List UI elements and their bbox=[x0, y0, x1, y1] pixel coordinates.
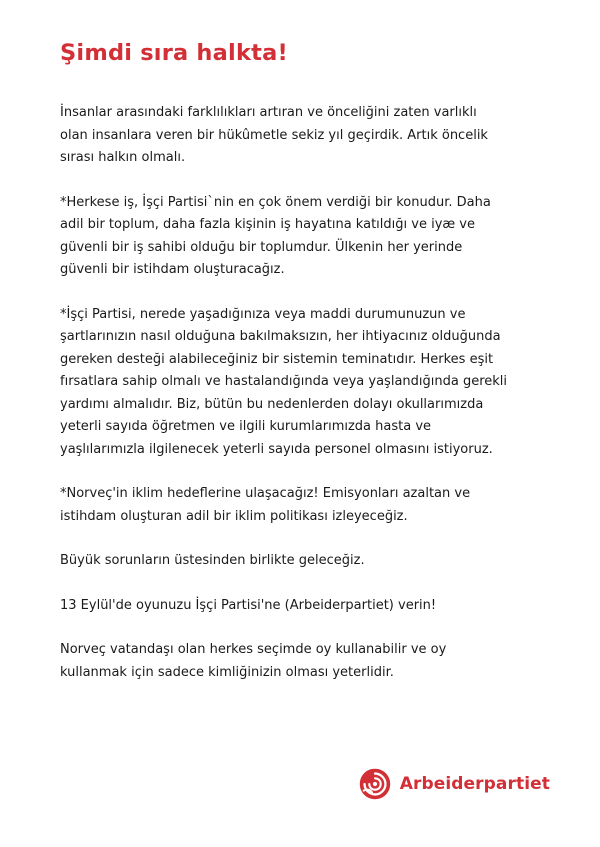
paragraph-welfare: *İşçi Partisi, nerede yaşadığınıza veya maddi durumunuzun ve şartlarınızın nasıl olduğuna bakılmaksızın, her ihtiyacınız olduğunda gereken desteği alabileceğiniz bir sistemin teminatıdır. Herkes eşit fırsatlara sahip olmalı ve hastalandığında veya yaşlandığında gerekli yardımı almalıdır. Biz, bütün bu nedenlerden dolayı okullarımızda yeterli sayıda öğretmen ve ilgili kurumlarımızda hasta ve yaşlılarımızla ilgilenecek yeterli sayıda personel olmasını istiyoruz. bbox=[60, 306, 508, 457]
party-logo bbox=[356, 765, 550, 803]
document-body bbox=[60, 102, 550, 684]
paragraph-intro: İnsanlar arasındaki farklılıkları artıran ve önceliğini zaten varlıklı olan insanlara veren bir hükûmetle sekiz yıl geçirdik. Artık öncelik sırası halkın olmalı. bbox=[60, 105, 488, 165]
rose-icon bbox=[356, 765, 394, 803]
paragraph-jobs: *Herkese iş, İşçi Partisi`nin en çok önem verdiği bir konudur. Daha adil bir toplum, daha fazla kişinin iş hayatına katıldığı ve iyæ ve güvenli bir iş sahibi olduğu bir toplumdur. Ülkenin her yerinde güvenli bir istihdam oluşturacağız. bbox=[60, 194, 491, 277]
paragraph-eligibility: Norveç vatandaşı olan herkes seçimde oy kullanabilir ve oy kullanmak için sadece kimliğinizin olması yeterlidir. bbox=[60, 642, 447, 680]
paragraph-together: Büyük sorunların üstesinden birlikte geleceğiz. bbox=[60, 553, 365, 568]
page-title: Şimdi sıra halkta! bbox=[60, 40, 288, 66]
paragraph-climate: *Norveç'in iklim hedeflerine ulaşacağız! Emisyonları azaltan ve istihdam oluşturan adil bir iklim politikası izleyeceğiz. bbox=[60, 486, 471, 524]
paragraph-vote: 13 Eylül'de oyunuzu İşçi Partisi'ne (Arbeiderpartiet) verin! bbox=[60, 597, 437, 613]
brand-name: Arbeiderpartiet bbox=[399, 774, 550, 794]
